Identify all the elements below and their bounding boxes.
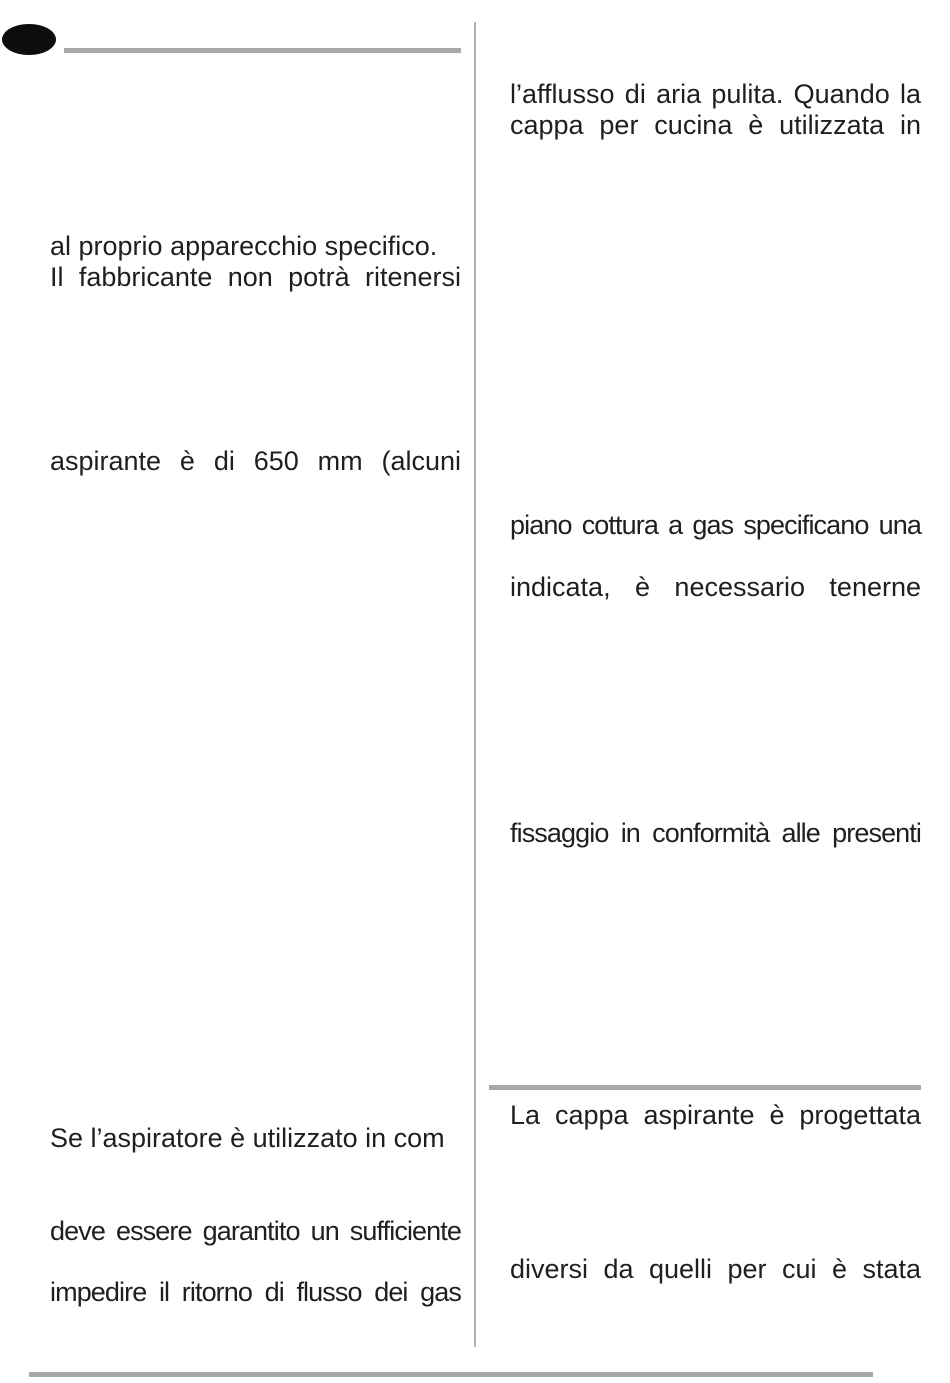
right-fragment-1	[510, 79, 921, 141]
column-divider	[474, 22, 476, 1347]
left-fragment-2	[50, 446, 461, 477]
left-fragment-5	[50, 1277, 461, 1308]
header-rule	[64, 48, 461, 53]
right-fragment-2	[510, 510, 921, 541]
text-line: al proprio apparecchio specifico.	[50, 231, 438, 261]
right-fragment-3	[510, 572, 921, 603]
left-fragment-4	[50, 1216, 461, 1247]
text-line: deve essere garantito un sufficiente	[50, 1216, 461, 1246]
text-line: impedire il ritorno di flusso dei gas	[50, 1277, 461, 1307]
section-rule	[489, 1085, 921, 1090]
right-fragment-5	[510, 1100, 921, 1131]
left-fragment-1	[50, 231, 461, 293]
right-fragment-4	[510, 818, 921, 849]
text-line: cappa per cucina è utilizzata in	[510, 110, 921, 140]
language-badge	[2, 24, 56, 55]
text-line: aspirante è di 650 mm (alcuni	[50, 446, 461, 476]
right-fragment-6	[510, 1254, 921, 1285]
text-line: diversi da quelli per cui è stata	[510, 1254, 921, 1284]
footer-rule	[29, 1372, 873, 1377]
text-line: fissaggio in conformità alle presenti	[510, 818, 921, 848]
left-fragment-3	[50, 1123, 461, 1154]
text-line: indicata, è necessario tenerne	[510, 572, 921, 602]
text-line: La cappa aspirante è progettata	[510, 1100, 921, 1130]
text-line: piano cottura a gas specificano una	[510, 510, 921, 540]
text-line: Il fabbricante non potrà ritenersi	[50, 262, 461, 292]
text-line: Se l’aspiratore è utilizzato in com	[50, 1123, 445, 1153]
text-line: l’afflusso di aria pulita. Quando la	[510, 79, 921, 109]
